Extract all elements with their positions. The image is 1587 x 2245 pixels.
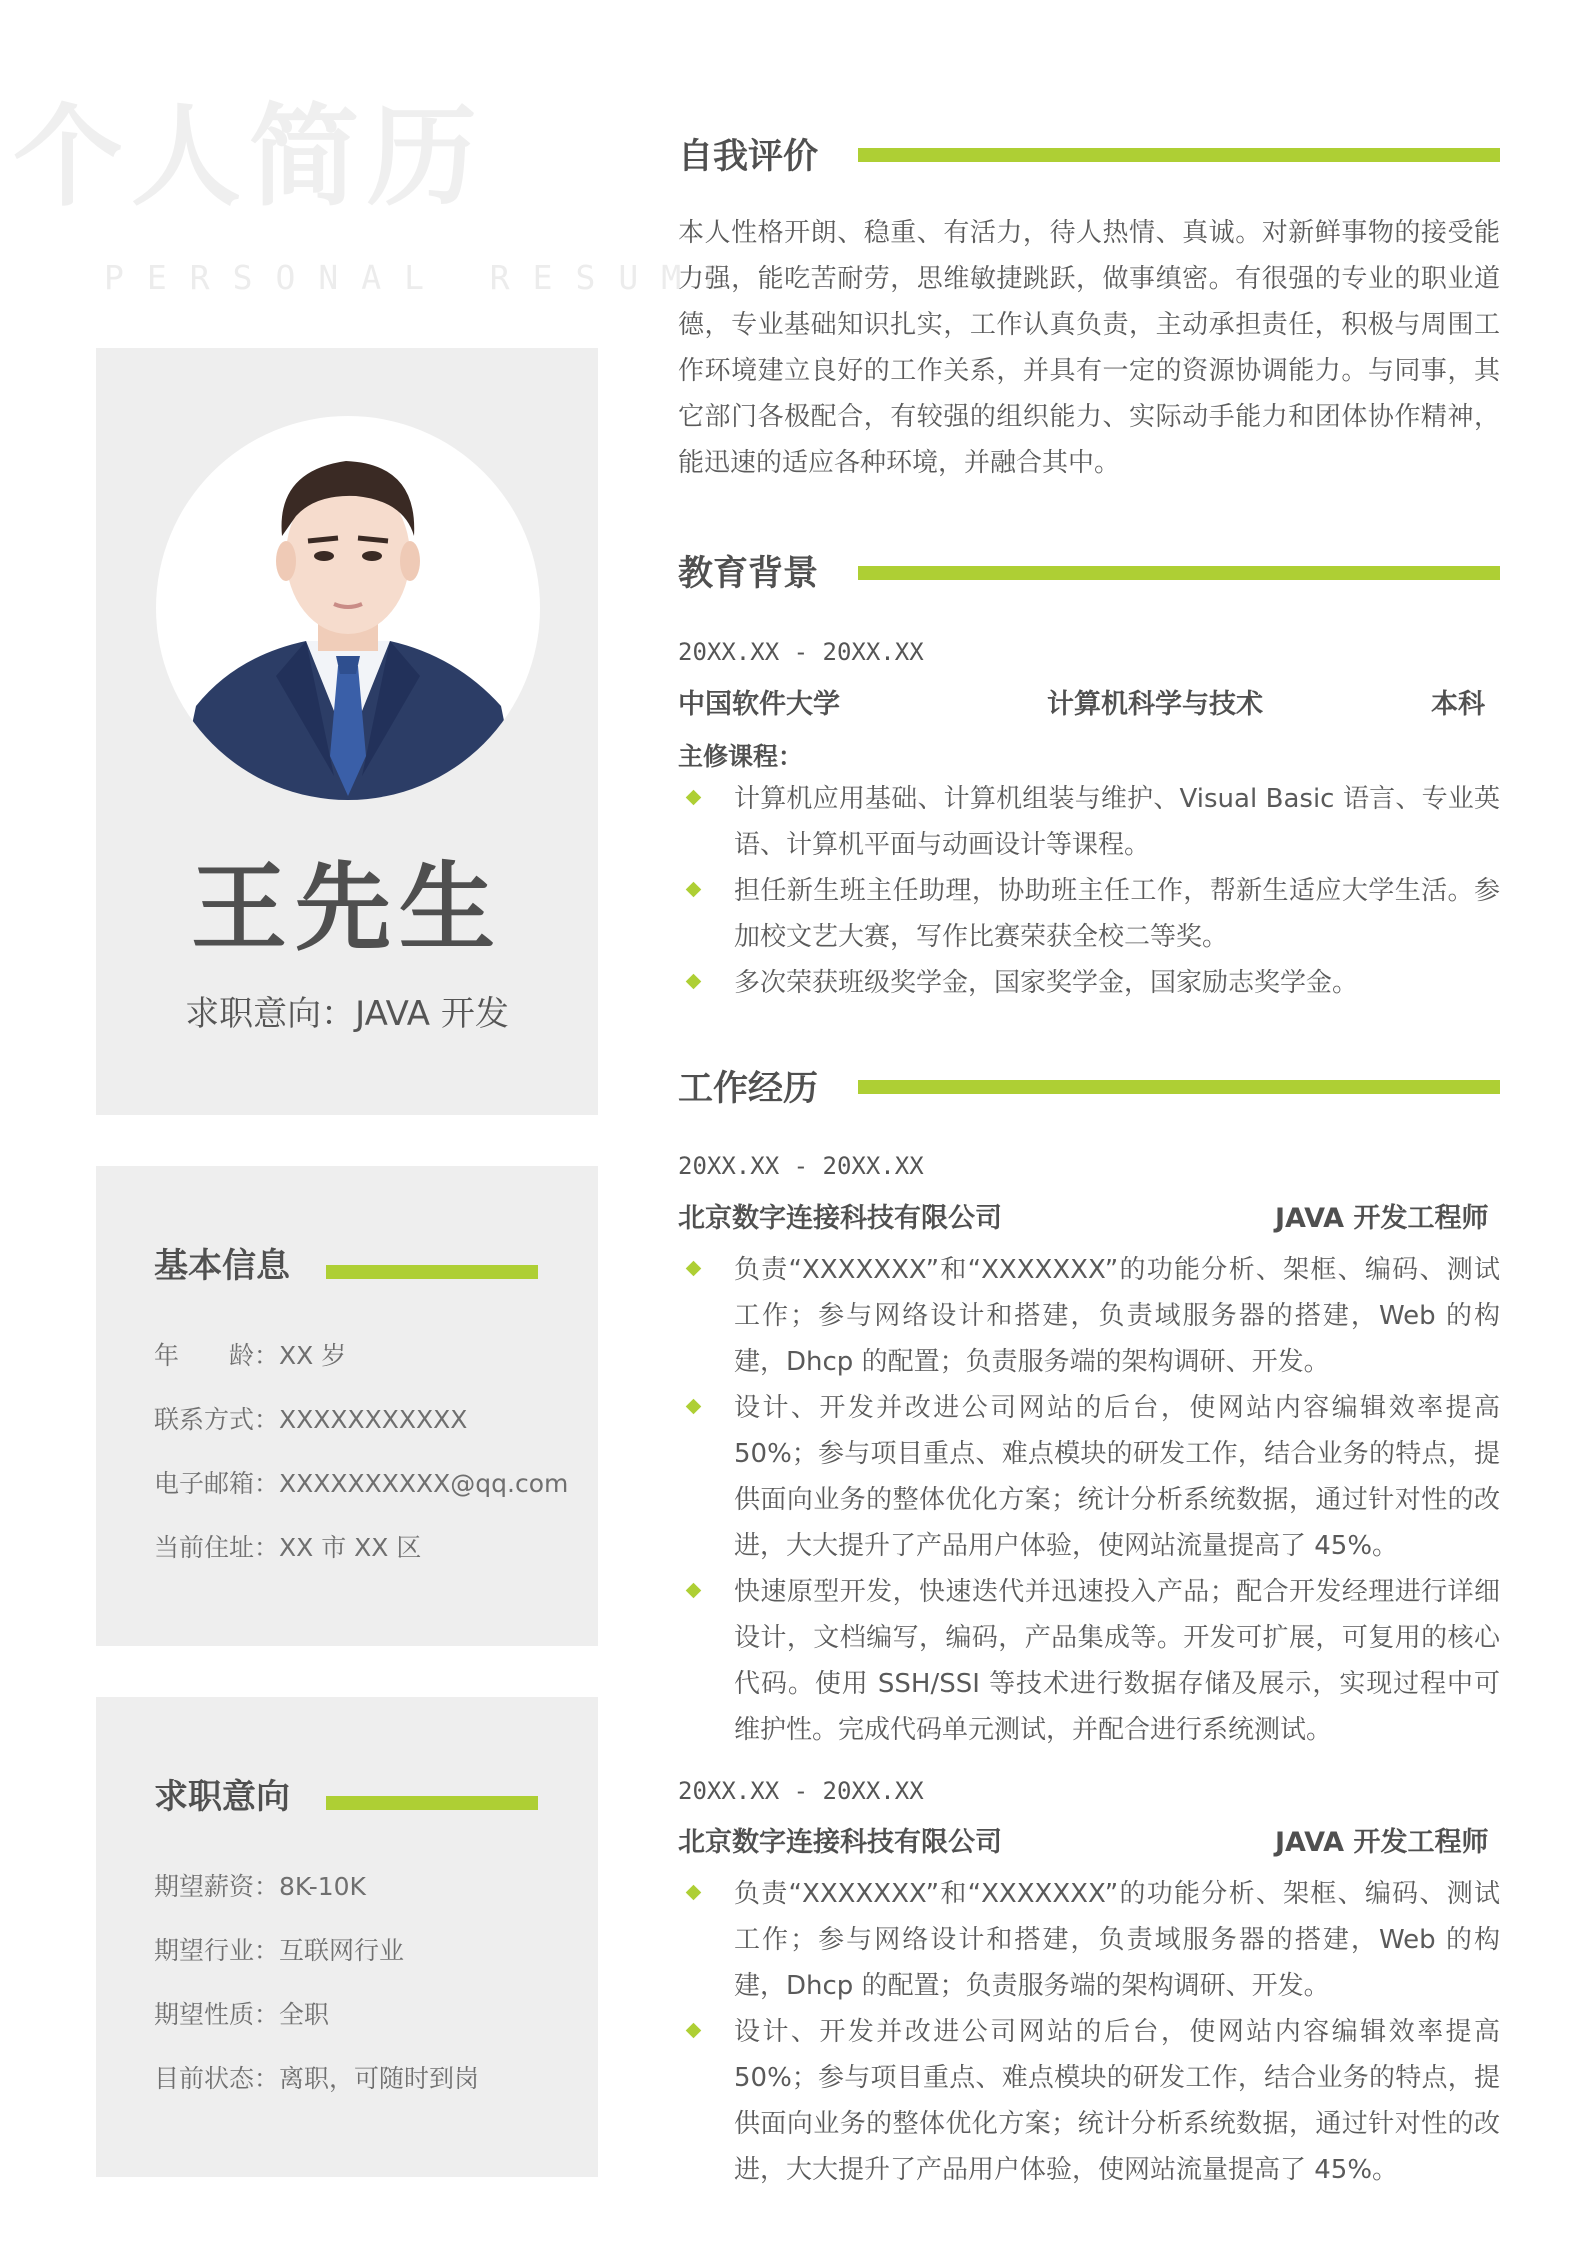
list-item (678, 1569, 1500, 1753)
work-heading: 工作经历 (678, 1069, 819, 1109)
major-name: 计算机科学与技术 (1047, 689, 1263, 720)
info-value: XXXXXXXXXXX (279, 1405, 468, 1434)
info-label: 期望性质： (154, 2000, 280, 2029)
bullet-diamond-icon (686, 2023, 702, 2039)
job-intent-heading: 求职意向 (154, 1777, 290, 1817)
info-label: 当前住址： (154, 1533, 280, 1562)
education-list (678, 776, 1500, 1006)
info-row-email (154, 1469, 568, 1533)
list-item (678, 868, 1500, 960)
info-value: 互联网行业 (279, 1936, 405, 1965)
resume-title-cn: 个人简历 (13, 93, 485, 221)
info-label: 期望行业： (154, 1936, 280, 1965)
education-heading: 教育背景 (678, 554, 819, 594)
info-value: XX 市 XX 区 (279, 1533, 422, 1562)
info-value: XXXXXXXXXX@qq.com (279, 1469, 569, 1498)
info-label: 年 龄： (154, 1341, 280, 1370)
info-row-address (154, 1533, 568, 1597)
list-item-text: 快速原型开发，快速迭代并迅速投入产品；配合开发经理进行详细设计，文档编写，编码，产品集成等。开发可扩展，可复用的核心代码。使用 SSH/SSI 等技术进行数据存储及展示，实现过程中可维护性。完成代码单元测试，并配合进行系统测试。 (734, 1577, 1500, 1745)
job-period: 20XX.XX - 20XX.XX (678, 1777, 924, 1805)
self-eval-text: 本人性格开朗、稳重、有活力，待人热情、真诚。对新鲜事物的接受能力强，能吃苦耐劳，思维敏捷跳跃，做事缜密。有很强的专业的职业道德，专业基础知识扎实，工作认真负责，主动承担责任，积极与周围工作环境建立良好的工作关系，并具有一定的资源协调能力。与同事，其它部门各极配合，有较强的组织能力、实际动手能力和团体协作精神，能迅速的适应各种环境，并融合其中。 (678, 218, 1500, 478)
list-item (678, 1385, 1500, 1569)
heading-accent-bar (858, 148, 1500, 162)
info-value: XX 岁 (279, 1341, 347, 1370)
bullet-diamond-icon (686, 1399, 702, 1415)
job-period: 20XX.XX - 20XX.XX (678, 1152, 924, 1180)
list-item-text: 多次荣获班级奖学金，国家奖学金，国家励志奖学金。 (734, 968, 1359, 998)
bullet-diamond-icon (686, 790, 702, 806)
education-period: 20XX.XX - 20XX.XX (678, 638, 924, 666)
bullet-diamond-icon (686, 974, 702, 990)
job-intent-card (96, 1697, 598, 2177)
courses-label: 主修课程： (678, 742, 804, 771)
job-position: JAVA 开发工程师 (1275, 1827, 1489, 1858)
list-item-text: 负责“XXXXXXX”和“XXXXXXX”的功能分析、架框、编码、测试工作；参与网络设计和搭建，负责域服务器的搭建，Web 的构建，Dhcp 的配置；负责服务端的架构调研、开发。 (734, 1879, 1500, 2001)
info-value: 全职 (279, 2000, 330, 2029)
job-objective: 求职意向：JAVA 开发 (185, 994, 509, 1034)
bullet-diamond-icon (686, 1885, 702, 1901)
avatar (156, 416, 540, 800)
bullet-diamond-icon (686, 1261, 702, 1277)
info-row-age (154, 1341, 568, 1405)
list-item (678, 2009, 1500, 2193)
heading-accent-bar (858, 566, 1500, 580)
job-duties-list (678, 1247, 1500, 1753)
list-item (678, 1871, 1500, 2009)
list-item (678, 960, 1500, 1006)
bullet-diamond-icon (686, 1583, 702, 1599)
info-row-phone (154, 1405, 568, 1469)
resume-title-en: PERSONAL RESUME (104, 258, 748, 297)
list-item-text: 负责“XXXXXXX”和“XXXXXXX”的功能分析、架框、编码、测试工作；参与网络设计和搭建，负责域服务器的搭建，Web 的构建，Dhcp 的配置；负责服务端的架构调研、开发。 (734, 1255, 1500, 1377)
list-item-text: 设计、开发并改进公司网站的后台，使网站内容编辑效率提高 50%；参与项目重点、难点模块的研发工作，结合业务的特点，提供面向业务的整体优化方案；统计分析系统数据，通过针对性的改进，大大提升了产品用户体验，使网站流量提高了 45%。 (734, 2017, 1500, 2185)
job-intent-list (154, 1872, 479, 2128)
heading-accent-bar (326, 1796, 538, 1810)
candidate-name: 王先生 (191, 852, 503, 964)
info-value: 离职，可随时到岗 (279, 2064, 480, 2093)
basic-info-card (96, 1166, 598, 1646)
bullet-diamond-icon (686, 882, 702, 898)
profile-card (96, 348, 598, 1115)
intent-row-industry (154, 1936, 479, 2000)
company-name: 北京数字连接科技有限公司 (678, 1827, 1002, 1858)
company-name: 北京数字连接科技有限公司 (678, 1203, 1002, 1234)
basic-info-heading: 基本信息 (154, 1246, 290, 1286)
intent-row-type (154, 2000, 479, 2064)
info-label: 电子邮箱： (154, 1469, 280, 1498)
list-item-text: 计算机应用基础、计算机组装与维护、Visual Basic 语言、专业英语、计算机平面与动画设计等课程。 (734, 784, 1500, 860)
job-position: JAVA 开发工程师 (1275, 1203, 1489, 1234)
list-item-text: 担任新生班主任助理，协助班主任工作，帮新生适应大学生活。参加校文艺大赛，写作比赛荣获全校二等奖。 (734, 876, 1500, 952)
school-name: 中国软件大学 (678, 689, 840, 720)
heading-accent-bar (326, 1265, 538, 1279)
avatar-illustration (156, 416, 540, 800)
info-value: 8K-10K (279, 1872, 366, 1901)
self-eval-heading: 自我评价 (678, 137, 819, 177)
intent-row-salary (154, 1872, 479, 1936)
info-label: 联系方式： (154, 1405, 280, 1434)
heading-accent-bar (858, 1080, 1500, 1094)
info-label: 目前状态： (154, 2064, 280, 2093)
list-item (678, 776, 1500, 868)
job-duties-list (678, 1871, 1500, 2193)
info-label: 期望薪资： (154, 1872, 280, 1901)
intent-row-status (154, 2064, 479, 2128)
list-item-text: 设计、开发并改进公司网站的后台，使网站内容编辑效率提高 50%；参与项目重点、难点模块的研发工作，结合业务的特点，提供面向业务的整体优化方案；统计分析系统数据，通过针对性的改进，大大提升了产品用户体验，使网站流量提高了 45%。 (734, 1393, 1500, 1561)
degree: 本科 (1431, 689, 1485, 720)
basic-info-list (154, 1341, 568, 1597)
list-item (678, 1247, 1500, 1385)
